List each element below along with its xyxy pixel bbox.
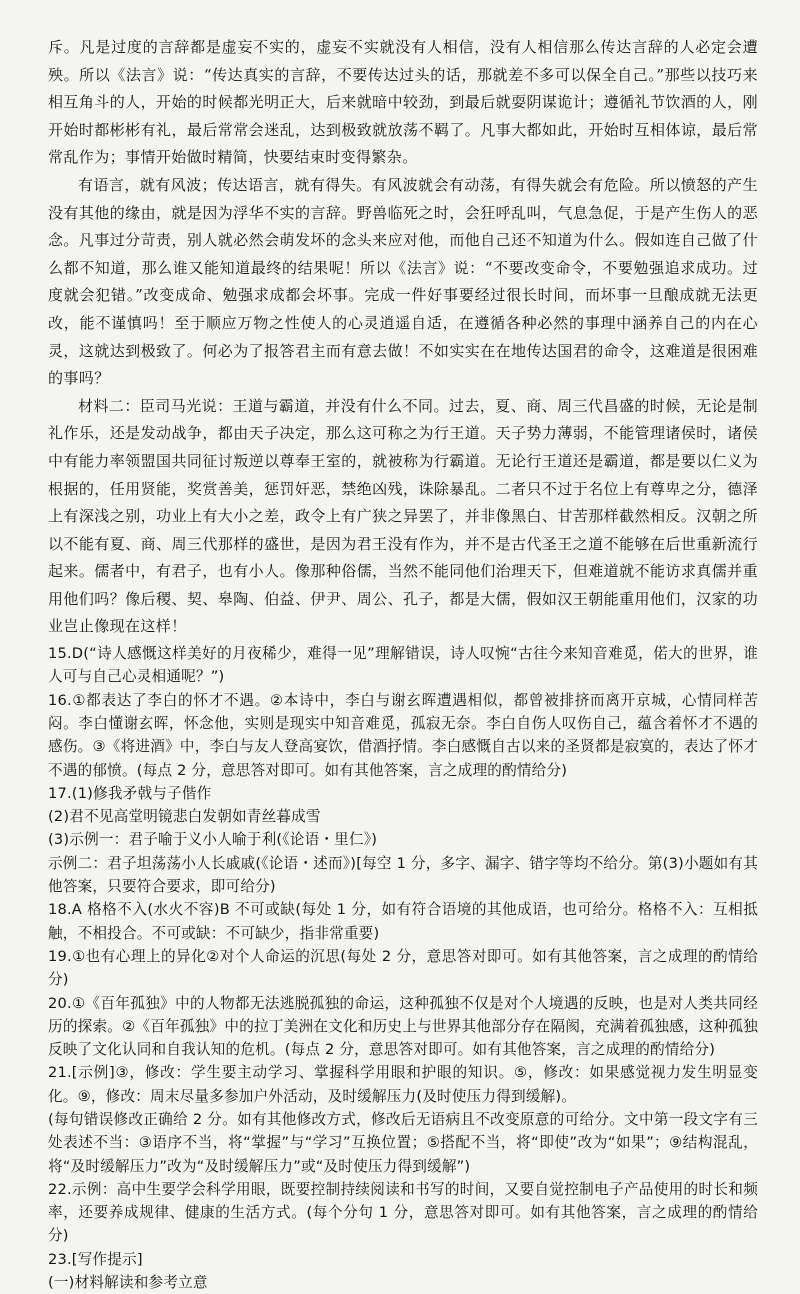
answer-17-3-example-1: (3)示例一：君子喻于义小人喻于利(《论语・里仁》) — [48, 831, 378, 849]
passage-paragraph-1: 斥。凡是过度的言辞都是虚妄不实的，虚妄不实就没有人相信，没有人相信那么传达言辞的人必定会遭殃。所以《法言》说：“传达真实的言辞，不要传达过头的话，那就差不多可以保全自己。”那些以技巧来相互角斗的人，开始的时候都光明正大，后来就暗中较劲，到最后就耍阴谋诡计；遵循礼节饮酒的人，刚开始时都彬彬有礼，最后常常会迷乱，达到极致就放荡不羁了。凡事大都如此，开始时互相体谅，最后常常乱作为；事情开始做时精简，快要结束时变得繁杂。 — [48, 38, 758, 167]
answer-19: 19.①也有心理上的异化②对个人命运的沉思(每处 2 分，意思答对即可。如有其他答案，言之成理的酌情给分) — [48, 947, 758, 989]
answer-17-3-example-2: 示例二：君子坦荡荡小人长戚戚(《论语・述而》)[每空 1 分，多字、漏字、错字等均不给分。第(3)小题如有其他答案，只要符合要求，即可给分) — [48, 854, 758, 896]
answer-22: 22.示例：高中生要学会科学用眼，既要控制持续阅读和书写的时间，又要自觉控制电子产品使用的时长和频率，还要养成规律、健康的生活方式。(每个分句 1 分，意思答对即可。如有其他答案，言之成理的酌情给分) — [48, 1180, 758, 1245]
answer-17-1: 17.(1)修我矛戟与子偕作 — [48, 784, 212, 802]
answer-20: 20.①《百年孤独》中的人物都无法逃脱孤独的命运，这种孤独不仅是对个人境遇的反映，也是对人类共同经历的探索。②《百年孤独》中的拉丁美洲在文化和历史上与世界其他部分存在隔阂，充满着孤独感，这种孤独反映了文化认同和自我认知的危机。(每点 2 分，意思答对即可。如有其他答案，言之成理的酌情给分) — [48, 994, 758, 1059]
answer-key — [48, 642, 758, 1294]
answer-21: 21.[示例]③，修改：学生要主动学习、掌握科学用眼和护眼的知识。⑤，修改：如果感觉视力发生明显变化。⑨，修改：周末尽量多参加户外活动，及时缓解压力(及时使压力得到缓解)。 — [48, 1064, 758, 1105]
answer-16: 16.①都表达了李白的怀才不遇。②本诗中，李白与谢玄晖遭遇相似，都曾被排挤而离开京城，心情同样苦闷。李白懂谢玄晖，怀念他，实则是现实中知音难觅，孤寂无奈。李白自伤人叹伤自己，蕴含着怀才不遇的感伤。③《将进酒》中，李白与友人登高宴饮，借酒抒情。李白感慨自古以来的圣贤都是寂寞的，表达了怀才不遇的郁愤。(每点 2 分，意思答对即可。如有其他答案，言之成理的酌情给分) — [48, 691, 758, 779]
translation-passage — [48, 34, 758, 641]
answer-23-subheading: (一)材料解读和参考立意 — [48, 1274, 208, 1292]
answer-15: 15.D(“诗人感慨这样美好的月夜稀少，难得一见”理解错误，诗人叹惋“古往今来知音难觅，偌大的世界，谁人可与自己心灵相通呢？”) — [48, 645, 758, 686]
passage-paragraph-3: 材料二：臣司马光说：王道与霸道，并没有什么不同。过去，夏、商、周三代昌盛的时候，无论是制礼作乐，还是发动战争，都由天子决定，那么这可称之为行王道。天子势力薄弱，不能管理诸侯时，诸侯中有能力率领盟国共同征讨叛逆以尊奉王室的，就被称为行霸道。无论行王道还是霸道，都是要以仁义为根据的，任用贤能，奖赏善美，惩罚奸恶，禁绝凶残，诛除暴乱。二者只不过于名位上有尊卑之分，德泽上有深浅之别，功业上有大小之差，政令上有广狭之异罢了，并非像黑白、甘苦那样截然相反。汉朝之所以不能有夏、商、周三代那样的盛世，是因为君王没有作为，并不是古代圣王之道不能够在后世重新流行起来。儒者中，有君子，也有小人。像那种俗儒，当然不能同他们治理天下，但难道就不能访求真儒并重用他们吗？像后稷、契、皋陶、伯益、伊尹、周公、孔子，都是大儒，假如汉王朝能重用他们，汉家的功业岂止像现在这样！ — [48, 396, 758, 636]
answer-23-heading: 23.[写作提示] — [48, 1250, 143, 1268]
passage-paragraph-2: 有语言，就有风波；传达语言，就有得失。有风波就会有动荡，有得失就会有危险。所以愤怒的产生没有其他的缘由，就是因为浮华不实的言辞。野兽临死之时，会狂呼乱叫，气息急促，于是产生伤人的恶念。凡事过分苛责，别人就必然会萌发坏的念头来应对他，而他自己还不知道为什么。假如连自己做了什么都不知道，那么谁又能知道最终的结果呢！所以《法言》说：“不要改变命令，不要勉强追求成功。过度就会犯错。”改变成命、勉强求成都会坏事。完成一件好事要经过很长时间，而坏事一旦酿成就无法更改，能不谨慎吗！至于顺应万物之性使人的心灵逍遥自适，在遵循各种必然的事理中涵养自己的内在心灵，这就达到极致了。何必为了报答君主而有意去做！不如实实在在地传达国君的命令，这难道是很困难的事吗？ — [48, 175, 758, 388]
answer-18: 18.A 格格不入(水火不容)B 不可或缺(每处 1 分，如有符合语境的其他成语，也可给分。格格不入：互相抵触，不相投合。不可或缺：不可缺少，指非常重要) — [48, 901, 758, 942]
answer-21-note: (每句错误修改正确给 2 分。如有其他修改方式，修改后无语病且不改变原意的可给分。文中第一段文字有三处表述不当：③语序不当，将“掌握”与“学习”互换位置；⑤搭配不当，将“即使”改为“如果”；⑨结构混乱，将“及时缓解压力”改为“及时缓解压力”或“及时使压力得到缓解”) — [48, 1111, 758, 1175]
answer-17-2: (2)君不见高堂明镜悲白发朝如青丝暮成雪 — [48, 808, 321, 826]
